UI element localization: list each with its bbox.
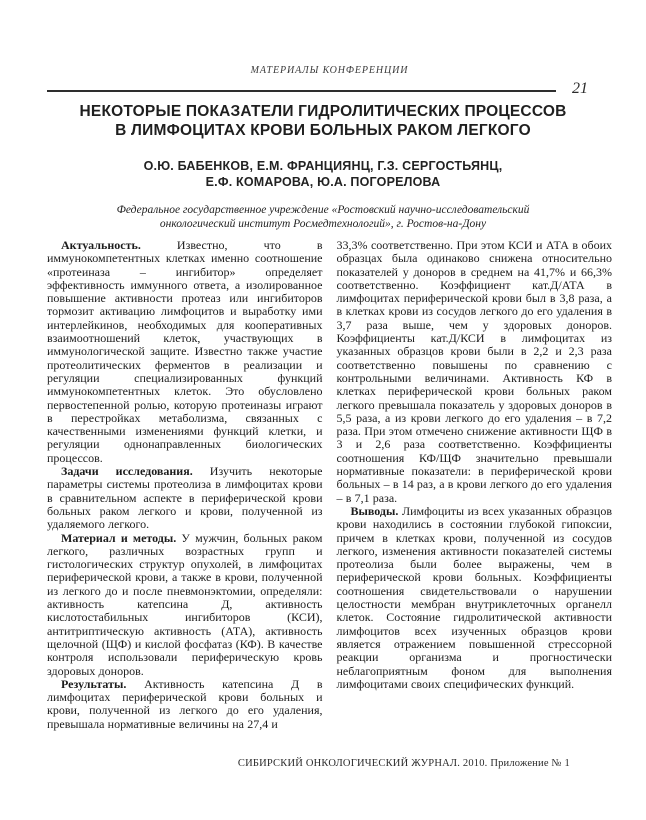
paragraph-rezultaty-continuation [337,239,613,505]
header-rule [47,90,556,92]
paragraph-text: У мужчин, больных раком легкого, различных возрастных групп и гистологических структур опухолей, в лимфоцитах периферической крови, а также в крови, полученной из легкого до и после пневмонэктомии, определяли: активность катепсина Д, активность кислотостабильных ингибиторов (КСИ), антитриптическую активность (АТА), активность щелочной (ЩФ) и кислой фосфатаз (КФ). В качестве контроля использовали периферическую кровь здоровых доноров. [47,530,323,678]
article-title-line1: НЕКОТОРЫЕ ПОКАЗАТЕЛИ ГИДРОЛИТИЧЕСКИХ ПРОЦЕССОВ [79,103,567,120]
paragraph-heading: Выводы. [350,503,399,518]
affiliation-line2: онкологический институт Росмедтехнологий», г. Ростов-на-Дону [159,218,487,230]
article-title-line2: В ЛИМФОЦИТАХ КРОВИ БОЛЬНЫХ РАКОМ ЛЕГКОГО [115,122,531,139]
body-columns [47,239,612,731]
paragraph-text: 33,3% соответственно. При этом КСИ и АТА в обоих образцах была одинаково снижена относительно показателей у доноров в среднем на 41,7% и 66,3% соответственно. Коэффициент кат.Д/АТА в лимфоцитах периферической крови был в 3,8 раза, а в клетках крови из сосудов легкого до его удаления в 3,7 раза выше, чем у здоровых доноров. Коэффициенты кат.Д/КСИ в лимфоцитах из указанных образцов крови были в 2,2 и 2,3 раза соответственно повышены по сравнению с контрольными величинами. Активность КФ в клетках периферической крови больных раком легкого превышала показатель у здоровых доноров в 5,5 раза, а из крови легкого до его удаления – в 7,2 раза. При этом отмечено снижение активности ЩФ в 3 и 2,6 раза соответственно. Коэффициенты соотношения КФ/ЩФ значительно превышали нормативные показатели: в периферической крови больных – в 14 раз, а в крови легкого до его удаления – в 7,1 раза. [336,238,612,505]
page-number: 21 [572,80,588,97]
paragraph-vyvody [337,505,613,691]
paragraph-text: Изучить некоторые параметры системы протеолиза в лимфоцитах крови в сравнительном аспекте в периферической крови больных раком легкого и крови, полученной из удаляемого легкого. [47,464,323,532]
running-head: МАТЕРИАЛЫ КОНФЕРЕНЦИИ [250,65,409,76]
paragraph-heading: Актуальность. [61,238,141,252]
paragraph-text: Активность катепсина Д в лимфоцитах периферической крови больных и крови, полученной из легкого до его удаления, превышала нормативные величины на 27,4 и [47,676,323,731]
paragraph-heading: Материал и методы. [61,530,177,545]
paragraph-aktualnost [47,239,323,465]
paragraph-material-metody [47,532,323,678]
paragraph-rezultaty [47,678,323,731]
left-column [47,239,323,731]
paragraph-text: Лимфоциты из всех указанных образцов крови находились в состоянии глубокой гипоксии, причем в клетках крови, полученной из сосудов легкого, изменения активности показателей системы протеолиза были более выражены, чем в периферической крови больных. Коэффициенты соотношения свидетельствовали о нарушении целостности мембран внутриклеточных органелл клеток. Состояние гидролитической активности лимфоцитов всех изученных образцов крови является отражением повышенной стрессорной реакции организма и прогностически неблагоприятным фоном для выполнения лимфоцитами своих специфических функций. [336,503,612,691]
authors-line1: О.Ю. БАБЕНКОВ, Е.М. ФРАНЦИЯНЦ, Г.З. СЕРГОСТЬЯНЦ, [143,159,503,173]
authors-line2: Е.Ф. КОМАРОВА, Ю.А. ПОГОРЕЛОВА [205,175,441,189]
right-column [337,239,613,731]
paragraph-heading: Результаты. [61,676,127,691]
affiliation [30,203,616,231]
authors [30,158,616,190]
paragraph-zadachi [47,465,323,531]
paragraph-text: Известно, что в иммунокомпетентных клетках именно соотношение «протеиназа – ингибитор» определяет эффективность иммунного ответа, а изолированное повышение активности протеаз или ингибиторов тормозит активацию лимфоцитов и выработку ими интерлейкинов, необходимых для кооперативных взаимоотношений клеток, участвующих в иммунологической защите. Известно также участие протеолитических ферментов в реализации и регуляции специализированных функций иммунокомпетентных клеток. Это обусловлено первостепенной ролью, которую протеиназы играют в перестройках метаболизма, связанных с качественными изменениями функций клетки, и регуляции однонаправленных биологических процессов. [47,238,323,465]
paragraph-heading: Задачи исследования. [61,464,193,479]
article-title [30,102,616,140]
affiliation-line1: Федеральное государственное учреждение «Ростовский научно-исследовательский [116,204,530,216]
journal-footer: СИБИРСКИЙ ОНКОЛОГИЧЕСКИЙ ЖУРНАЛ. 2010. Приложение № 1 [237,758,570,769]
